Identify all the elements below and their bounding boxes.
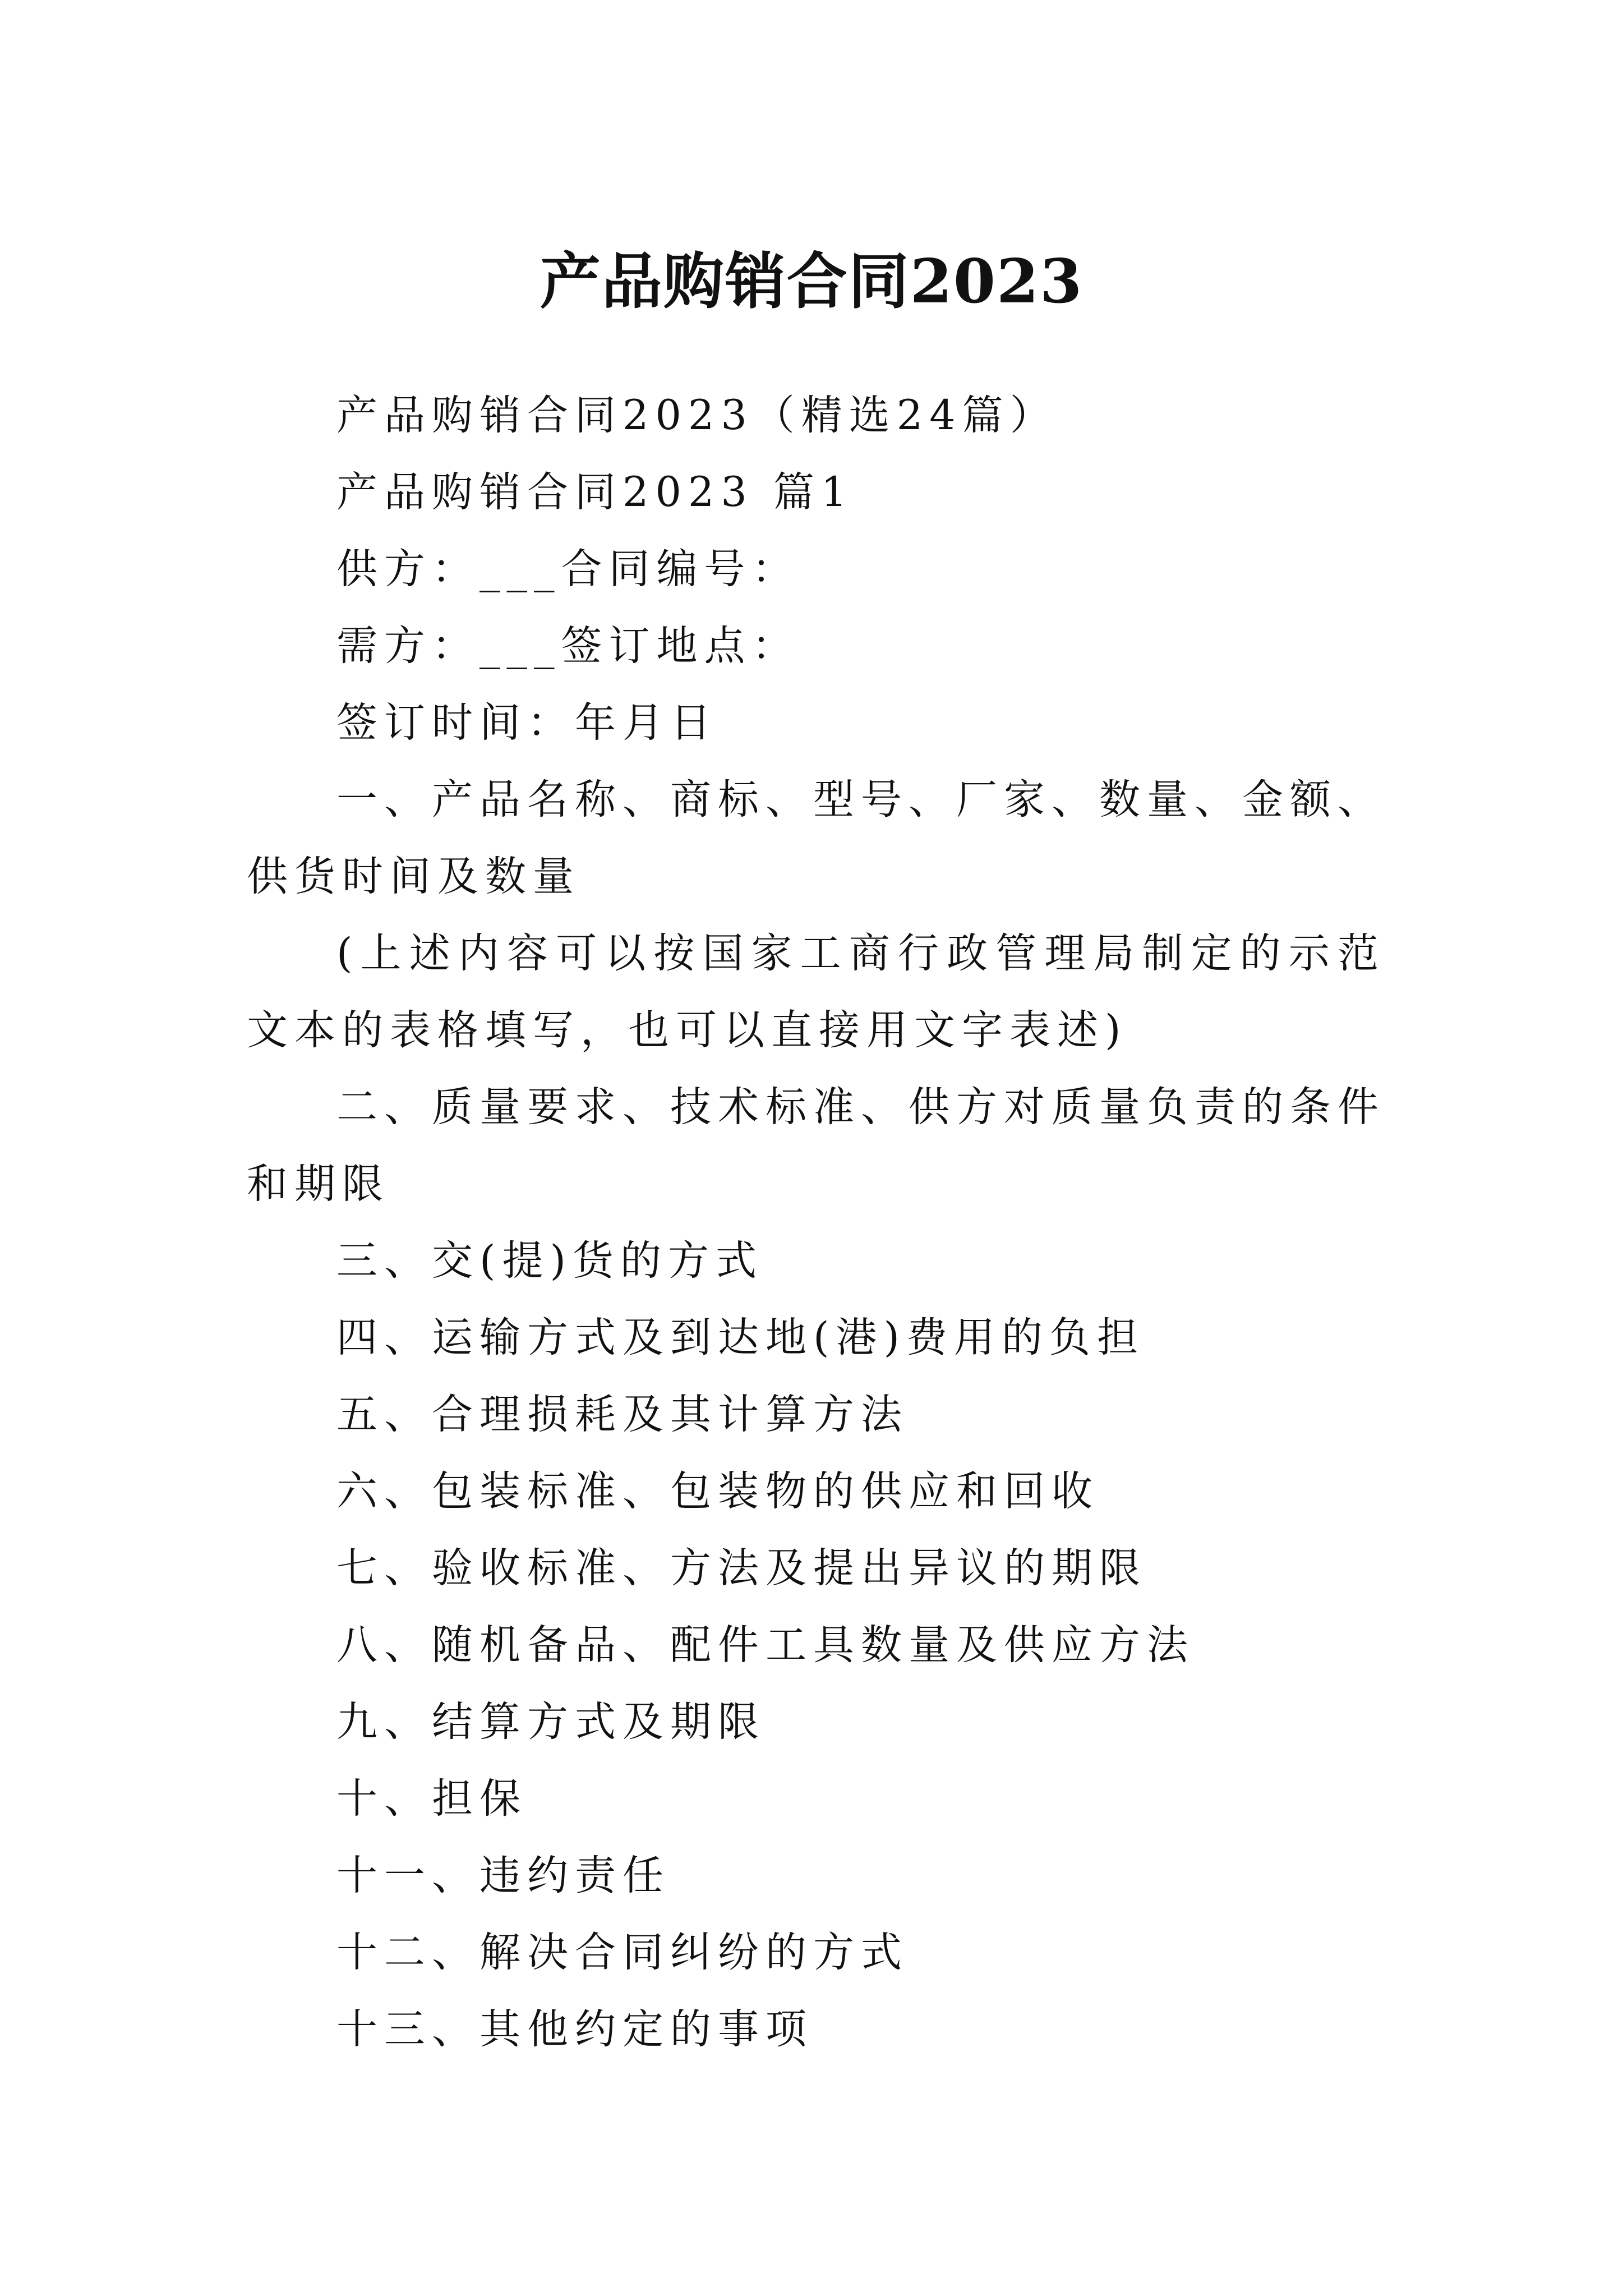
- paragraph-clause-2: 二、质量要求、技术标准、供方对质量负责的条件和期限: [247, 1083, 1385, 1208]
- paragraph-sign-date: 签订时间：年月日: [336, 699, 718, 747]
- paragraph-clause-9: 九、结算方式及期限: [336, 1698, 766, 1746]
- paragraph-clause-10: 十、担保: [336, 1775, 527, 1823]
- paragraph-clause-7: 七、验收标准、方法及提出异议的期限: [336, 1544, 1147, 1592]
- paragraph-supplier-line: 供方：___合同编号：: [336, 545, 800, 593]
- paragraph-clause-4: 四、运输方式及到达地(港)费用的负担: [336, 1314, 1145, 1361]
- paragraph-subtitle: 产品购销合同2023（精选24篇）: [336, 392, 1058, 439]
- paragraph-clause-8: 八、随机备品、配件工具数量及供应方法: [336, 1621, 1195, 1669]
- paragraph-clause-5: 五、合理损耗及其计算方法: [336, 1391, 909, 1438]
- paragraph-clause-12: 十二、解决合同纠纷的方式: [336, 1929, 909, 1976]
- document-title: 产品购销合同2023: [540, 246, 1083, 318]
- paragraph-clause-6: 六、包装标准、包装物的供应和回收: [336, 1467, 1099, 1515]
- paragraph-section-heading: 产品购销合同2023 篇1: [336, 468, 854, 516]
- paragraph-clause-3: 三、交(提)货的方式: [336, 1237, 763, 1285]
- paragraph-clause-13: 十三、其他约定的事项: [336, 2005, 813, 2053]
- paragraph-clause-11: 十一、违约责任: [336, 1852, 670, 1899]
- paragraph-clause-1: 一、产品名称、商标、型号、厂家、数量、金额、供货时间及数量: [247, 776, 1385, 900]
- paragraph-clause-1-note: (上述内容可以按国家工商行政管理局制定的示范文本的表格填写，也可以直接用文字表述): [247, 930, 1385, 1054]
- paragraph-buyer-line: 需方：___签订地点：: [336, 622, 800, 670]
- document-body: [247, 377, 1385, 2068]
